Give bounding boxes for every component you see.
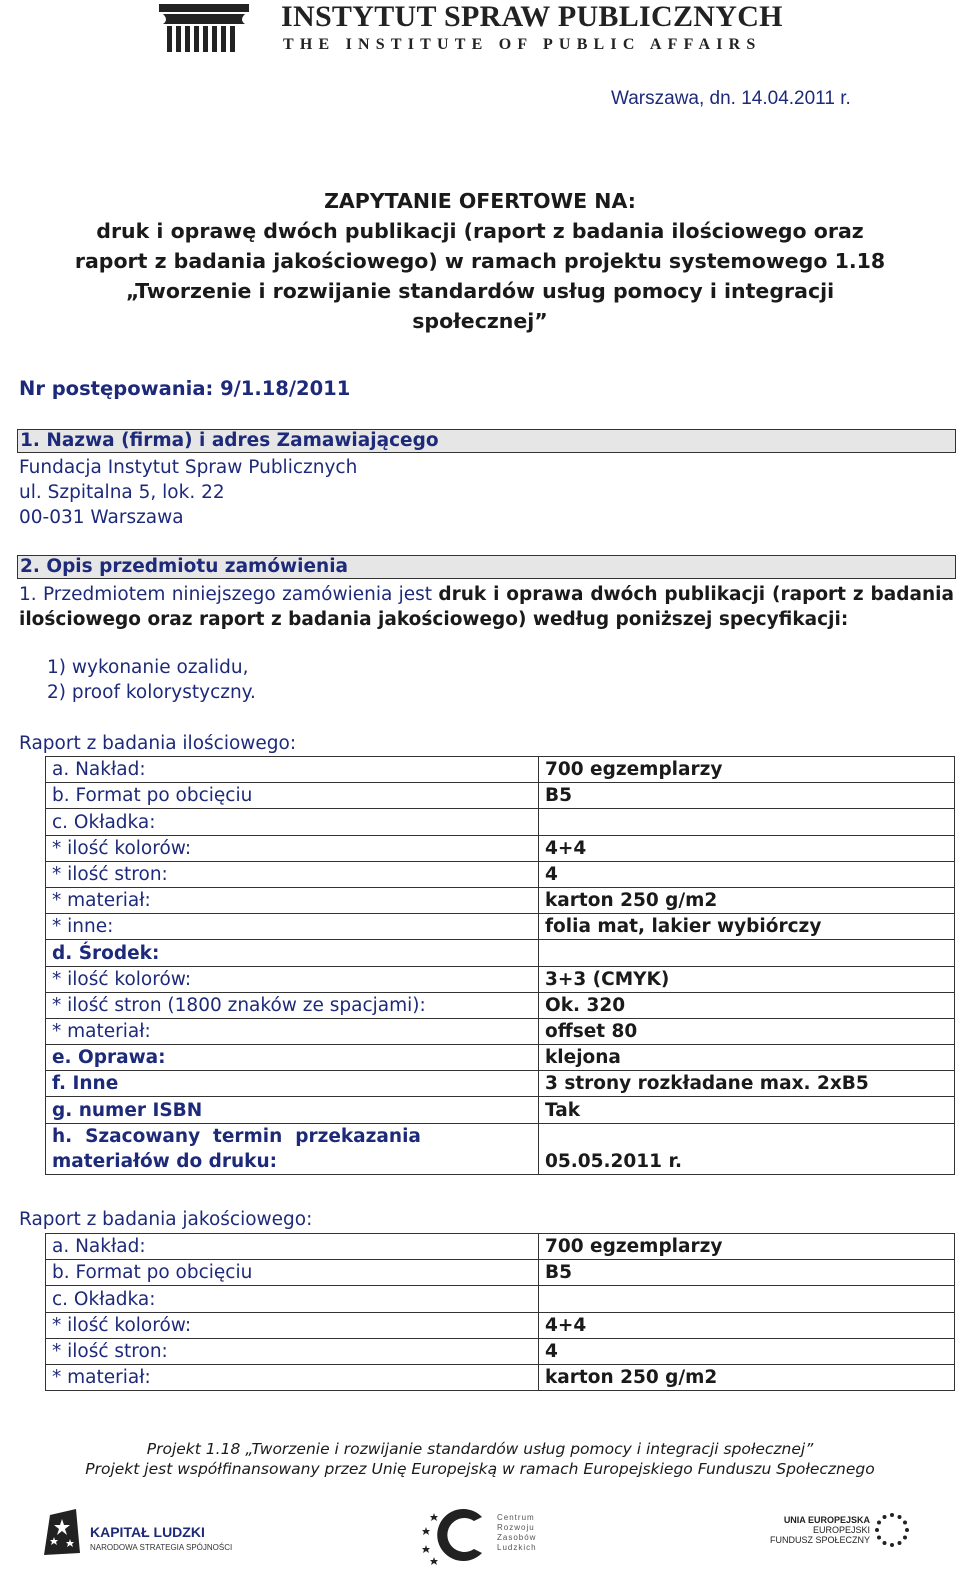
eu-star (890, 1513, 894, 1517)
org-name: INSTYTUT SPRAW PUBLICZNYCH (281, 0, 783, 33)
table-row (46, 835, 955, 861)
spec-value: folia mat, lakier wybiórczy (539, 914, 955, 940)
table-row (46, 1312, 955, 1338)
section-heading: 1. Nazwa (firma) i adres Zamawiającego (17, 429, 956, 453)
address-line: 00-031 Warszawa (19, 507, 184, 528)
eu-star (898, 1541, 902, 1545)
eu-star (890, 1543, 894, 1547)
spec-label: * ilość kolorów: (46, 835, 539, 861)
proceeding-number: Nr postępowania: 9/1.18/2011 (19, 377, 351, 400)
spec-value: 3+3 (CMYK) (539, 966, 955, 992)
spec-value: klejona (539, 1045, 955, 1071)
spec-value: Ok. 320 (539, 992, 955, 1018)
table-row (46, 1097, 955, 1123)
table-row (46, 1234, 955, 1260)
spec-label: b. Format po obcięciu (46, 783, 539, 809)
table-row (46, 940, 955, 966)
eu-flag-icon (872, 1510, 912, 1550)
raport-title: Raport z badania ilościowego: (19, 733, 297, 754)
table-row (46, 1364, 955, 1390)
table-row (46, 1338, 955, 1364)
ue-text (762, 1515, 870, 1545)
title-line: druk i oprawę dwóch publikacji (raport z badania ilościowego oraz (96, 219, 864, 243)
spec-value: 4+4 (539, 1312, 955, 1338)
spec-value: B5 (539, 1260, 955, 1286)
spec-label: g. numer ISBN (46, 1097, 539, 1123)
paragraph-bold-text: druk i oprawa dwóch publikacji (raport z badania ilościowego oraz raport z badania jakościowego) według poniższej specyfikacji: (19, 584, 954, 630)
spec-label: * materiał: (46, 1364, 539, 1390)
eu-star (875, 1528, 879, 1532)
eu-star (877, 1536, 881, 1540)
spec-value: karton 250 g/m2 (539, 887, 955, 913)
spec-value: B5 (539, 783, 955, 809)
description-paragraph (19, 582, 954, 632)
list-item: 2) proof kolorystyczny. (47, 682, 256, 703)
table-row (46, 966, 955, 992)
table-row (46, 1123, 955, 1174)
spec-label: * ilość kolorów: (46, 1312, 539, 1338)
spec-value: 700 egzemplarzy (539, 1234, 955, 1260)
spec-label: e. Oprawa: (46, 1045, 539, 1071)
ue-line: FUNDUSZ SPOŁECZNY (769, 1535, 870, 1545)
spec-value: karton 250 g/m2 (539, 1364, 955, 1390)
spec-label: c. Okładka: (46, 809, 539, 835)
table-row (46, 809, 955, 835)
spec-value (539, 940, 955, 966)
eu-star (898, 1515, 902, 1519)
eu-star (883, 1541, 887, 1545)
spec-label: * inne: (46, 914, 539, 940)
eu-star (877, 1521, 881, 1525)
title-line: „Tworzenie i rozwijanie standardów usług pomocy i integracji (125, 279, 835, 303)
address-line: Fundacja Instytut Spraw Publicznych (19, 457, 358, 478)
spec-label-line: h. Szacowany termin przekazania (52, 1125, 421, 1147)
spec-label: a. Nakład: (46, 1234, 539, 1260)
raport-title: Raport z badania jakościowego: (19, 1209, 313, 1230)
eu-star (903, 1521, 907, 1525)
spec-value: Tak (539, 1097, 955, 1123)
table-row (46, 992, 955, 1018)
pillar-icon (157, 2, 251, 54)
address-line: ul. Szpitalna 5, lok. 22 (19, 482, 225, 503)
document-title (0, 186, 960, 336)
spec-label: d. Środek: (46, 940, 539, 966)
kl-title: KAPITAŁ LUDZKI (90, 1524, 205, 1540)
spec-value: 4+4 (539, 835, 955, 861)
spec-value: 3 strony rozkładane max. 2xB5 (539, 1071, 955, 1097)
spec-table-quantitative (45, 756, 955, 1175)
list-item: 1) wykonanie ozalidu, (47, 657, 249, 678)
footer-line: Projekt jest współfinansowany przez Unię Europejską w ramach Europejskiego Funduszu Społecznego (85, 1460, 875, 1478)
title-line: raport z badania jakościowego) w ramach projektu systemowego 1.18 (74, 249, 886, 273)
table-row (46, 1260, 955, 1286)
spec-label: * materiał: (46, 1018, 539, 1044)
spec-value: 700 egzemplarzy (539, 757, 955, 783)
spec-value: offset 80 (539, 1018, 955, 1044)
spec-table-qualitative (45, 1233, 955, 1391)
table-row (46, 1018, 955, 1044)
eu-star (903, 1536, 907, 1540)
spec-value (539, 1286, 955, 1312)
crzl-text: Centrum Rozwoju Zasobów Ludzkich (497, 1513, 537, 1552)
spec-label-line: materiałów do druku: (52, 1150, 278, 1172)
org-name-en: THE INSTITUTE OF PUBLIC AFFAIRS (283, 36, 762, 53)
spec-label (46, 1123, 539, 1174)
spec-label: * materiał: (46, 887, 539, 913)
table-row (46, 1071, 955, 1097)
spec-value: 4 (539, 1338, 955, 1364)
spec-label: c. Okładka: (46, 1286, 539, 1312)
table-row (46, 914, 955, 940)
table-row (46, 861, 955, 887)
ue-line: UNIA EUROPEJSKA (783, 1515, 870, 1525)
spec-label: * ilość stron (1800 znaków ze spacjami): (46, 992, 539, 1018)
section-heading: 2. Opis przedmiotu zamówienia (17, 555, 956, 579)
table-row (46, 1045, 955, 1071)
kl-subtitle: NARODOWA STRATEGIA SPÓJNOŚCI (90, 1543, 233, 1552)
spec-value (539, 809, 955, 835)
document-date: Warszawa, dn. 14.04.2011 r. (611, 88, 851, 109)
ue-line: EUROPEJSKI (812, 1525, 870, 1535)
title-line: społecznej” (412, 309, 548, 333)
title-line: ZAPYTANIE OFERTOWE NA: (324, 189, 636, 213)
spec-value: 4 (539, 861, 955, 887)
spec-label: f. Inne (46, 1071, 539, 1097)
spec-value: 05.05.2011 r. (539, 1123, 955, 1174)
spec-label: a. Nakład: (46, 757, 539, 783)
crzl-logo-icon (420, 1505, 494, 1565)
table-row (46, 783, 955, 809)
eu-star (883, 1515, 887, 1519)
footer-line: Projekt 1.18 „Tworzenie i rozwijanie standardów usług pomocy i integracji społecznej” (146, 1440, 814, 1458)
table-row (46, 1286, 955, 1312)
spec-label: * ilość kolorów: (46, 966, 539, 992)
spec-label: * ilość stron: (46, 861, 539, 887)
spec-label: b. Format po obcięciu (46, 1260, 539, 1286)
spec-label: * ilość stron: (46, 1338, 539, 1364)
table-row (46, 887, 955, 913)
eu-star (905, 1528, 909, 1532)
paragraph-text: 1. Przedmiotem niniejszego zamówienia jest (19, 584, 439, 605)
table-row (46, 757, 955, 783)
kapital-ludzki-logo-icon (40, 1505, 84, 1561)
